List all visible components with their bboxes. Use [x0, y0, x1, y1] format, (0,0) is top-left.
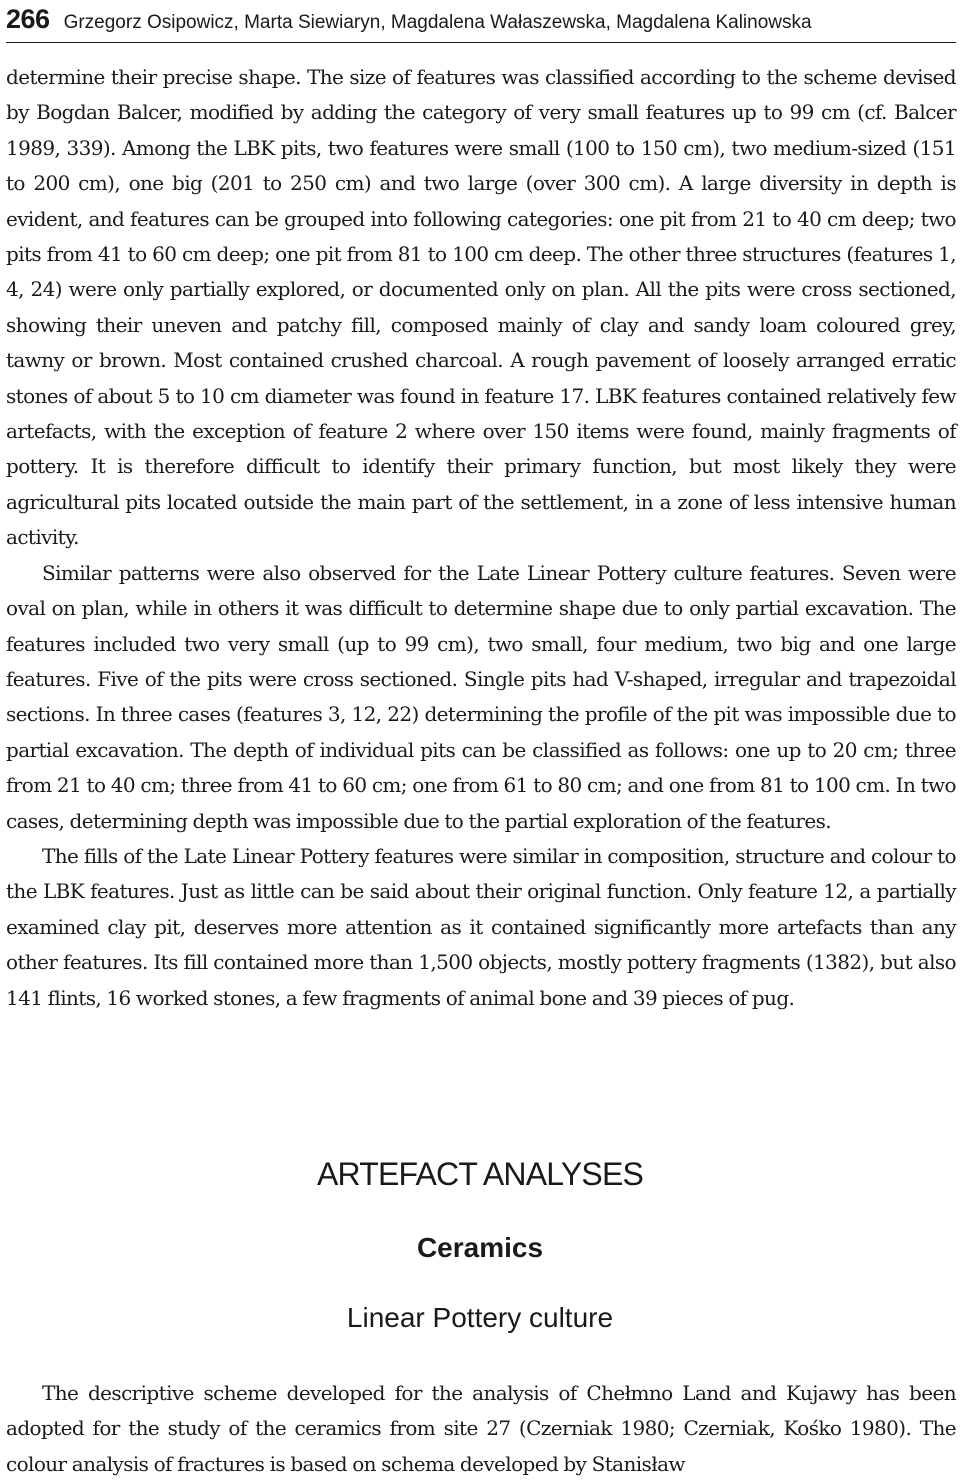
subsubsection-heading: Linear Pottery culture — [346, 1302, 614, 1333]
paragraph-4: The descriptive scheme developed for the analysis of Chełmno Land and Kujawy has been adopted for the study of the ceramics from site 27 (Czerniak 1980; Czerniak, Kośko 1980). The colour analysis of fractures is based on schema developed by Stanisław — [6, 1381, 956, 1476]
running-head — [6, 4, 956, 43]
paragraph-2: Similar patterns were also observed for the Late Linear Pottery culture features. Seven were oval on plan, while in others it was difficult to determine shape due to only partial excavation. The features included two very small (up to 99 cm), two small, four medium, two big and one large features. Five of the pits were cross sectioned. Single pits had V-shaped, irregular and trapezoidal sections. In three cases (features 3, 12, 22) determining the profile of the pit was impossible due to partial excavation. The depth of individual pits can be classified as follows: one up to 20 cm; three from 21 to 40 cm; three from 41 to 60 cm; one from 61 to 80 cm; and one from 81 to 100 cm. In two cases, determining depth was impossible due to the partial exploration of the features. — [6, 560, 956, 833]
paragraph-3: The fills of the Late Linear Pottery features were similar in composition, structure and colour to the LBK features. Just as little can be said about their original function. Only feature 12, a partially examined clay pit, deserves more attention as it contained significantly more artefacts than any other features. Its fill contained more than 1,500 objects, mostly pottery fragments (1382), but also 141 flints, 16 worked stones, a few fragments of animal bone and 39 pieces of pug. — [6, 843, 956, 1010]
subsection-heading: Ceramics — [416, 1232, 544, 1263]
paragraph-1: determine their precise shape. The size of features was classified according to the scheme devised by Bogdan Balcer, modified by adding the category of very small features up to 99 cm (cf. Balcer 1989, 339). Among the LBK pits, two features were small (100 to 150 cm), two medium-sized (151 to 200 cm), one big (201 to 250 cm) and two large (over 300 cm). A large diversity in depth is evident, and features can be grouped into following categories: one pit from 21 to 40 cm deep; two pits from 41 to 60 cm deep; one pit from 81 to 100 cm deep. The other three structures (features 1, 4, 24) were only partially explored, or documented only on plan. All the pits were cross sectioned, showing their uneven and patchy fill, composed mainly of clay and sandy loam coloured grey, tawny or brown. Most contained crushed charcoal. A rough pavement of loosely arranged erratic stones of about 5 to 10 cm diameter was found in feature 17. LBK features contained relatively few artefacts, with the exception of feature 2 where over 150 items were found, mainly fragments of pottery. It is therefore difficult to identify their primary function, but most likely they were agricultural pits located outside the main part of the settlement, in a zone of less intensive human activity. — [6, 65, 956, 550]
body-text — [6, 60, 956, 1016]
section-heading: ARTEFACT ANALYSES — [316, 1156, 644, 1192]
body-text-continued — [6, 1376, 956, 1482]
running-head-authors: Grzegorz Osipowicz, Marta Siewiaryn, Magdalena Wałaszewska, Magdalena Kalinowska — [63, 12, 812, 33]
page-number: 266 — [6, 4, 50, 34]
